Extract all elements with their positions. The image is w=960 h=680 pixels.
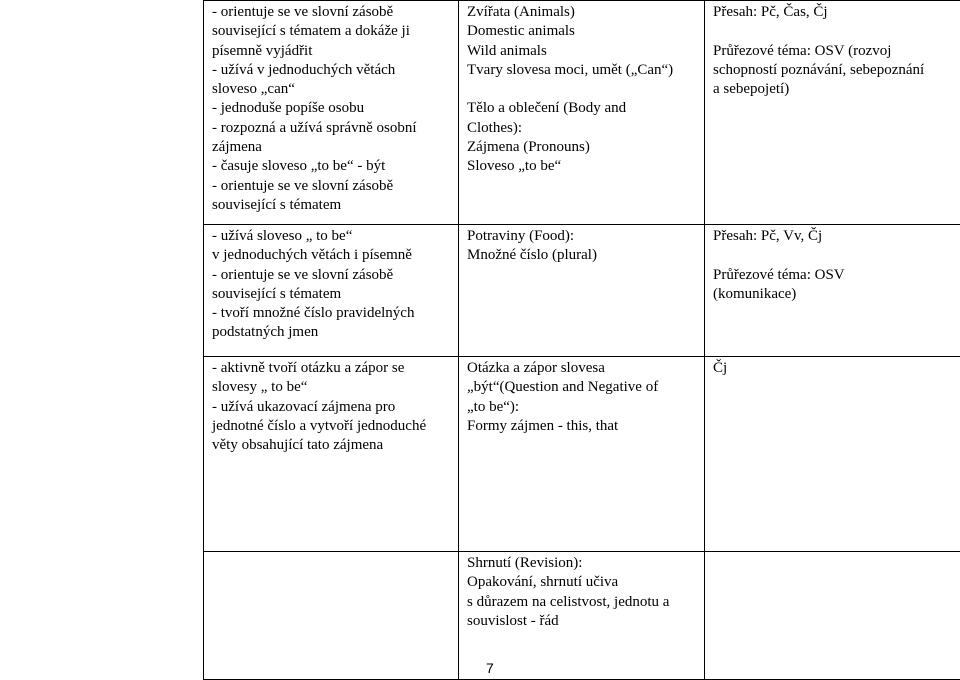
cell-text-line: Domestic animals	[467, 22, 704, 41]
cell-text-line: - tvoří množné číslo pravidelných	[212, 304, 458, 323]
table-row	[204, 357, 960, 552]
cell-text-line: - časuje sloveso „to be“ - být	[212, 157, 458, 176]
cell-text-line: související s tématem	[212, 285, 458, 304]
cell-text-line: Zájmena (Pronouns)	[467, 138, 704, 157]
competences-cell	[204, 357, 459, 552]
cell-text-line: Formy zájmen - this, that	[467, 417, 704, 436]
topics-cell	[459, 1, 705, 225]
cell-text-line: písemně vyjádřit	[212, 42, 458, 61]
notes-cell	[705, 225, 960, 357]
cell-text-line: - aktivně tvoří otázku a zápor se	[212, 359, 458, 378]
curriculum-table	[203, 0, 960, 680]
cell-text-line: související s tématem	[212, 196, 458, 215]
cell-text-line: - orientuje se ve slovní zásobě	[212, 177, 458, 196]
notes-cell	[705, 1, 960, 225]
cell-text-line: podstatných jmen	[212, 323, 458, 342]
cell-text-line: - orientuje se ve slovní zásobě	[212, 3, 458, 22]
table-row	[204, 1, 960, 225]
cell-text-line: - užívá v jednoduchých větách	[212, 61, 458, 80]
page-number: 7	[486, 660, 506, 676]
cell-text-line: Tvary slovesa moci, umět („Can“)	[467, 61, 704, 80]
cell-text-line: souvislost - řád	[467, 612, 704, 631]
cell-text-line: - rozpozná a užívá správně osobní	[212, 119, 458, 138]
line-gap	[713, 22, 960, 41]
line-gap	[467, 80, 704, 99]
line-gap	[713, 246, 960, 265]
competences-cell	[204, 552, 459, 680]
notes-cell	[705, 357, 960, 552]
cell-text-line: zájmena	[212, 138, 458, 157]
competences-cell	[204, 225, 459, 357]
cell-text-line: Přesah: Pč, Vv, Čj	[713, 227, 960, 246]
cell-text-line: s důrazem na celistvost, jednotu a	[467, 593, 704, 612]
cell-text-line: schopností poznávání, sebepoznání	[713, 61, 960, 80]
cell-text-line: Průřezové téma: OSV	[713, 266, 960, 285]
cell-text-line: související s tématem a dokáže ji	[212, 22, 458, 41]
cell-text-line: Čj	[713, 359, 960, 378]
competences-cell	[204, 1, 459, 225]
cell-text-line: Shrnutí (Revision):	[467, 554, 704, 573]
cell-text-line: - orientuje se ve slovní zásobě	[212, 266, 458, 285]
topics-cell	[459, 357, 705, 552]
cell-text-line: Wild animals	[467, 42, 704, 61]
cell-text-line: Zvířata (Animals)	[467, 3, 704, 22]
cell-text-line: (komunikace)	[713, 285, 960, 304]
cell-text-line: Přesah: Pč, Čas, Čj	[713, 3, 960, 22]
cell-text-line: - užívá ukazovací zájmena pro	[212, 398, 458, 417]
cell-text-line: Clothes):	[467, 119, 704, 138]
cell-text-line: slovesy „ to be“	[212, 378, 458, 397]
cell-text-line: Potraviny (Food):	[467, 227, 704, 246]
table-body	[204, 1, 960, 680]
cell-text-line: sloveso „can“	[212, 80, 458, 99]
cell-text-line: - užívá sloveso „ to be“	[212, 227, 458, 246]
cell-text-line: v jednoduchých větách i písemně	[212, 246, 458, 265]
notes-cell	[705, 552, 960, 680]
cell-text-line: Sloveso „to be“	[467, 157, 704, 176]
cell-text-line: „to be“):	[467, 398, 704, 417]
cell-text-line: Množné číslo (plural)	[467, 246, 704, 265]
cell-text-line: Tělo a oblečení (Body and	[467, 99, 704, 118]
table-row	[204, 225, 960, 357]
cell-text-line: Opakování, shrnutí učiva	[467, 573, 704, 592]
cell-text-line: „být“(Question and Negative of	[467, 378, 704, 397]
topics-cell	[459, 225, 705, 357]
cell-text-line: Otázka a zápor slovesa	[467, 359, 704, 378]
cell-text-line: Průřezové téma: OSV (rozvoj	[713, 42, 960, 61]
cell-text-line: jednotné číslo a vytvoří jednoduché	[212, 417, 458, 436]
cell-text-line: a sebepojetí)	[713, 80, 960, 99]
table-row	[204, 552, 960, 680]
cell-text-line: - jednoduše popíše osobu	[212, 99, 458, 118]
cell-text-line: věty obsahující tato zájmena	[212, 436, 458, 455]
